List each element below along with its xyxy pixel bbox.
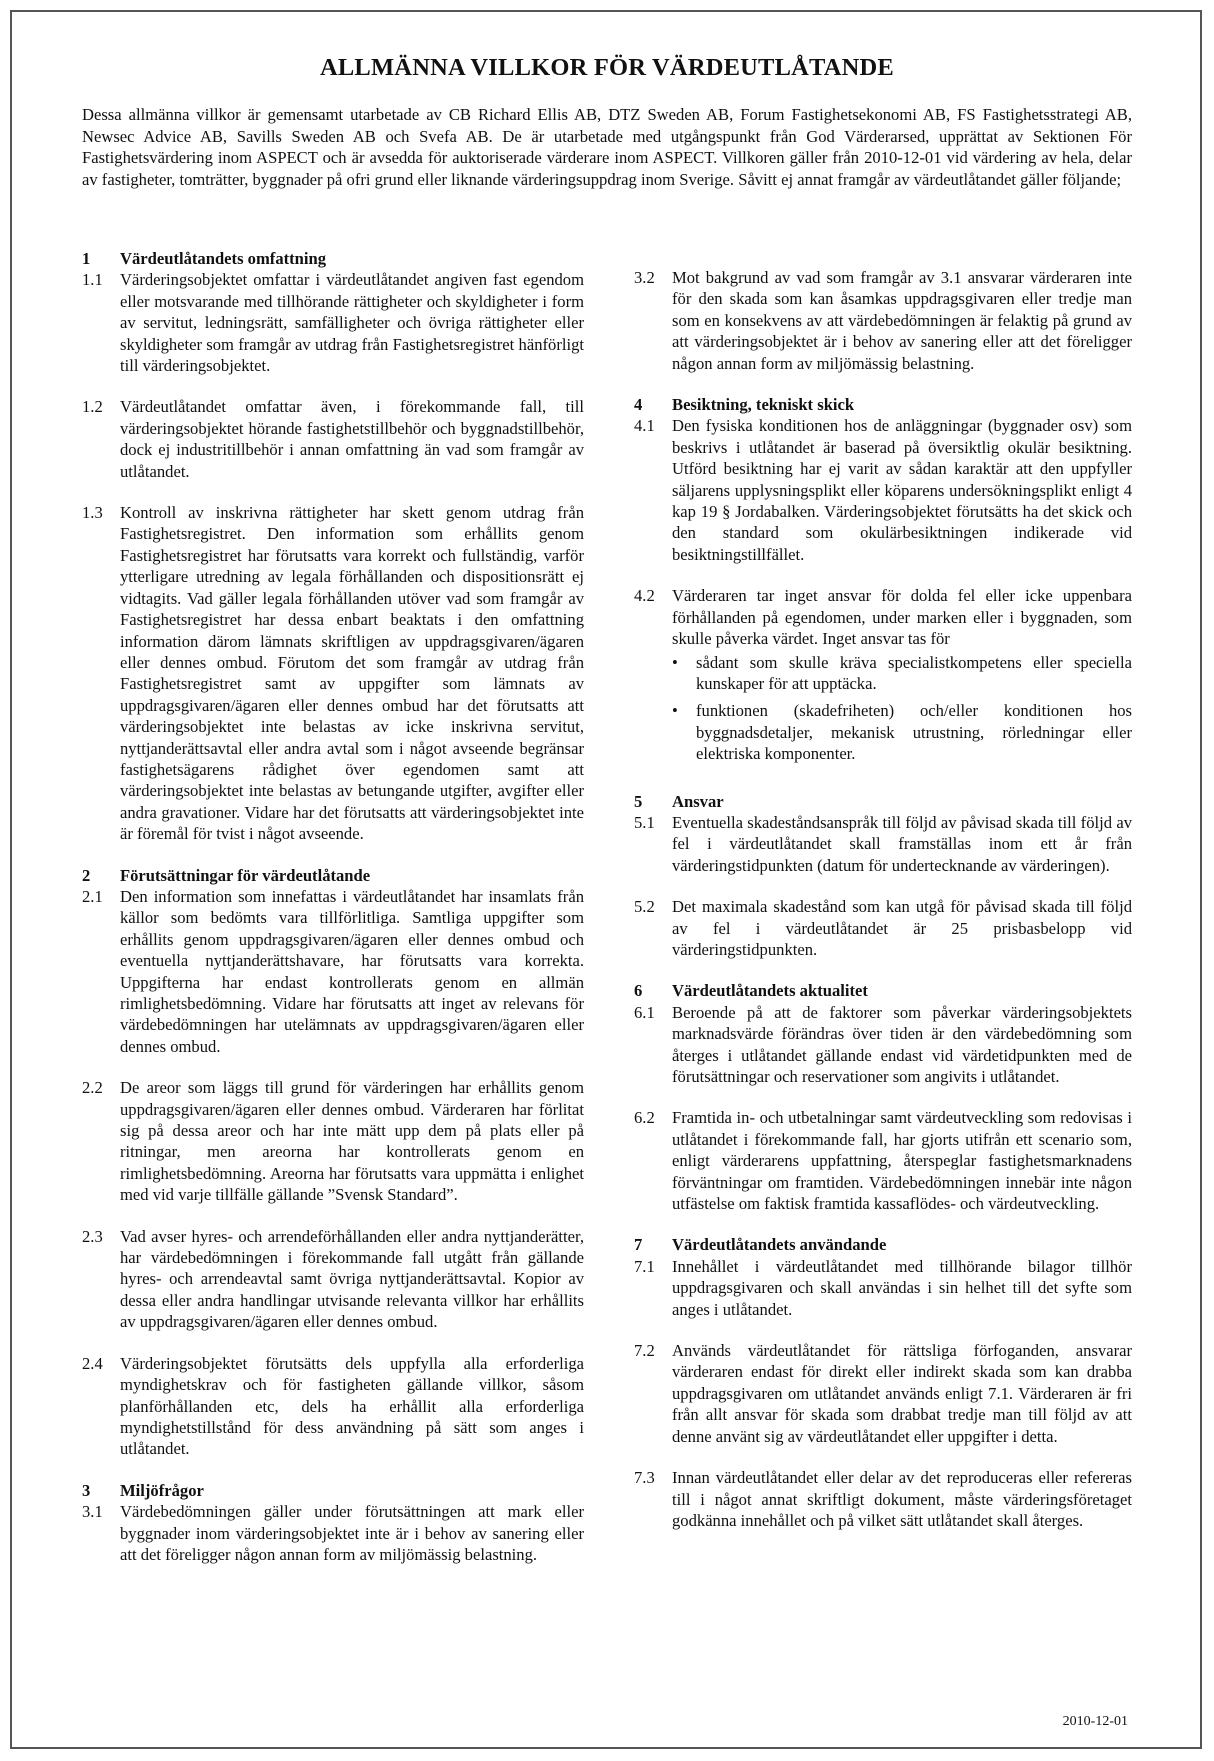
- section-heading: Ansvar: [672, 791, 724, 811]
- bullet-icon: •: [672, 701, 678, 721]
- clause-2-3: [82, 1226, 584, 1333]
- clause-7-2: [634, 1340, 1132, 1447]
- bullet-list: [672, 652, 1132, 765]
- clause-number: 5.2: [634, 897, 655, 917]
- section-heading: Värdeutlåtandets användande: [672, 1235, 887, 1255]
- clause-text: Framtida in- och utbetalningar samt värdeutveckling som redovisas i utlåtandet i förekommande fall, har gjorts utifrån ett scenario som, enligt värderarens uppfattning, återspeglar fastighetsmarknadens förväntningar om framtiden. Värdebedömningen innebär inte någon utfästelse om faktisk framtida kassaflödes- och värdeutveckling.: [672, 1108, 1132, 1214]
- bullet-item: [672, 652, 1132, 695]
- clause-7-3: [634, 1467, 1132, 1531]
- clause-3-2: [634, 267, 1132, 374]
- clause-number: 1.2: [82, 397, 103, 417]
- clause-5-1: [634, 812, 1132, 876]
- clause-2-2: [82, 1077, 584, 1205]
- clause-text: Värderingsobjektet omfattar i värdeutlåtandet angiven fast egendom eller motsvarande med tillhörande rättigheter och skyldigheter i form av servitut, ledningsrätt, samfälligheter och övriga rättigheter eller skyldigheter som framgår av utdrag från Fastighetsregistret hänförligt till värderingsobjektet.: [120, 270, 584, 376]
- clause-2-4: [82, 1353, 584, 1460]
- clause-text: Används värdeutlåtandet för rättsliga förfoganden, ansvarar värderaren endast för direkt eller indirekt skada som kan drabba uppdragsgivaren om utlåtandet används enligt 7.1. Värderaren är fri från allt ansvar för skada som drabbat tredje man till följd av att denne använt sig av värdeutlåtandet eller uppgifter i detta.: [672, 1341, 1132, 1446]
- left-column: [82, 248, 584, 1585]
- clause-text: Vad avser hyres- och arrendeförhållanden eller andra nyttjanderätter, har värdebedömningen i förekommande fall utgått från gällande hyres- och arrendeavtal samt övriga nyttjanderättsavtal. Kopior av dessa eller andra handlingar utvisande relevanta villkor har erhållits av uppdragsgivaren/ägaren eller dennes ombud.: [120, 1226, 584, 1332]
- clause-text: Värderaren tar inget ansvar för dolda fel eller icke uppenbara förhållanden på egendomen, under marken eller i byggnaden, som skulle påverka värdet. Inget ansvar tas för: [672, 586, 1132, 649]
- section-heading: Förutsättningar för värdeutlåtande: [120, 865, 371, 885]
- clause-6-2: [634, 1107, 1132, 1214]
- section-heading: Värdeutlåtandets omfattning: [120, 249, 327, 268]
- clause-text: Värdeutlåtandet omfattar även, i förekommande fall, till värderingsobjektet hörande fastighetstillbehör och byggnadstillbehör, dock ej industritillbehör i annan omfattning än vad som framgår av utlåtandet.: [120, 397, 584, 481]
- clause-number: 6.2: [634, 1108, 655, 1128]
- bullet-item: [672, 700, 1132, 764]
- section-number: 7: [634, 1235, 643, 1255]
- section-7: [634, 1234, 1132, 1531]
- clause-text: Innan värdeutlåtandet eller delar av det reproduceras eller refereras till i något annat skriftligt dokument, måste värderingsföretaget godkänna innehållet och på vilket sätt utlåtandet skall återges.: [672, 1468, 1132, 1530]
- clause-4-1: [634, 415, 1132, 565]
- section-5: [634, 791, 1132, 961]
- clause-3-1: [82, 1501, 584, 1565]
- section-number: 1: [82, 249, 91, 268]
- clause-number: 3.2: [634, 268, 655, 287]
- right-column: [634, 267, 1132, 1551]
- section-2: [82, 865, 584, 1460]
- section-1: [82, 248, 584, 845]
- section-heading: Värdeutlåtandets aktualitet: [672, 981, 868, 1001]
- section-heading: Miljöfrågor: [120, 1480, 204, 1500]
- section-6: [634, 980, 1132, 1214]
- bullet-text: funktionen (skadefriheten) och/eller konditionen hos byggnadsdetaljer, mekanisk utrustning, rörledningar eller elektriska komponenter.: [696, 701, 1132, 764]
- clause-text: Mot bakgrund av vad som framgår av 3.1 ansvarar värderaren inte för den skada som kan åsamkas uppdragsgivaren eller tredje man som en konsekvens av att värdebedömningen är felaktig på grund av att värderingsobjektet är i behov av sanering eller att det föreligger någon annan form av miljömässig belastning.: [672, 268, 1132, 373]
- clause-text: Eventuella skadeståndsanspråk till följd av påvisad skada till följd av fel i värdeutlåtandet skall framställas inom ett år från värderingstidpunkten (datum för undertecknande av värderingen).: [672, 812, 1132, 875]
- intro-paragraph: Dessa allmänna villkor är gemensamt utarbetade av CB Richard Ellis AB, DTZ Sweden AB, Forum Fastighetsekonomi AB, FS Fastighetsstrategi AB, Newsec Advice AB, Savills Sweden AB och Svefa AB. De är utarbetade med utgångspunkt från God Värderarsed, upprättat av Sektionen För Fastighetsvärdering inom ASPECT och är avsedda för auktoriserade värderare inom ASPECT. Villkoren gäller från 2010-12-01 vid värdering av hela, delar av fastigheter, tomträtter, byggnader på ofri grund eller liknande värderingsuppdrag inom Sverige. Såvitt ej annat framgår av värdeutlåtandet gäller följande;: [82, 105, 1132, 189]
- section-number: 5: [634, 791, 643, 811]
- section-number: 4: [634, 395, 643, 415]
- clause-number: 2.4: [82, 1353, 103, 1373]
- clause-number: 4.2: [634, 586, 655, 606]
- clause-4-2: [634, 585, 1132, 770]
- clause-text: Det maximala skadestånd som kan utgå för påvisad skada till följd av fel i värdeutlåtandet är 25 prisbasbelopp vid värderingstidpunkten.: [672, 897, 1132, 959]
- clause-number: 7.1: [634, 1256, 655, 1276]
- clause-1-1: [82, 269, 584, 376]
- footer-date: 2010-12-01: [1062, 1714, 1128, 1729]
- clause-number: 5.1: [634, 812, 655, 832]
- section-4: [634, 394, 1132, 771]
- section-number: 3: [82, 1480, 91, 1500]
- clause-number: 7.3: [634, 1468, 655, 1488]
- clause-2-1: [82, 886, 584, 1057]
- clause-1-2: [82, 396, 584, 482]
- section-3: [82, 1480, 584, 1566]
- clause-5-2: [634, 896, 1132, 960]
- bullet-icon: •: [672, 652, 678, 672]
- bullet-text: sådant som skulle kräva specialistkompetens eller speciella kunskaper för att upptäcka.: [696, 652, 1132, 693]
- clause-text: Värderingsobjektet förutsätts dels uppfylla alla erforderliga myndighetskrav och för fastigheten gällande villkor, såsom planförhållanden etc, dels ha erhållit alla erforderliga myndighetstillstånd för dess användning på sätt som anges i utlåtandet.: [120, 1353, 584, 1459]
- clause-number: 3.1: [82, 1502, 103, 1522]
- clause-7-1: [634, 1256, 1132, 1320]
- clause-number: 1.1: [82, 270, 103, 290]
- clause-text: Den information som innefattas i värdeutlåtandet har insamlats från källor som bedömts vara tillförlitliga. Samtliga uppgifter som erhållits genom uppdragsgivaren/ägaren eller dennes ombud och eventuella nyttjanderättshavare, har förutsatts vara korrekta. Uppgifterna har endast kontrollerats genom en allmän rimlighetsbedömning. Vidare har förutsatts att inget av relevans för värdebedömningen har utelämnats av uppdragsgivaren/ägaren eller dennes ombud.: [120, 886, 584, 1056]
- clause-text: De areor som läggs till grund för värderingen har erhållits genom uppdragsgivaren/ägaren eller dennes ombud. Värderaren har förlitat sig på dessa areor och har inte mätt upp dem på plats eller på ritningar, men areorna har kontrollerats genom en rimlighetsbedömning. Areorna har förutsatts vara uppmätta i enlighet med vid varje tillfälle gällande ”Svensk Standard”.: [120, 1078, 584, 1205]
- clause-text: Värdebedömningen gäller under förutsättningen att mark eller byggnader inom värderingsobjektet inte är i behov av sanering eller att det föreligger någon annan form av miljömässig belastning.: [120, 1502, 584, 1564]
- clause-number: 1.3: [82, 503, 103, 523]
- clause-text: Beroende på att de faktorer som påverkar värderingsobjektets marknadsvärde förändras över tiden är den värdebedömning som återges i utlåtandet gällande endast vid värdetidpunkten med de förutsättningar och reservationer som angivits i utlåtandet.: [672, 1002, 1132, 1086]
- clause-1-3: [82, 502, 584, 845]
- clause-text: Innehållet i värdeutlåtandet med tillhörande bilagor tillhör uppdragsgivaren och skall användas i sin helhet till det syfte som anges i utlåtandet.: [672, 1256, 1132, 1319]
- section-number: 6: [634, 981, 643, 1001]
- clause-number: 2.2: [82, 1078, 103, 1098]
- clause-number: 7.2: [634, 1341, 655, 1361]
- clause-text: Den fysiska konditionen hos de anläggningar (byggnader osv) som beskrivs i utlåtandet är baserad på översiktlig okulär besiktning. Utförd besiktning har ej varit av sådan karaktär att den uppfyller säljarens upplysningsplikt eller köparens undersökningsplikt enligt 4 kap 19 § Jordabalken. Värderingsobjektet förutsätts ha det skick och den standard som okulärbesiktningen indikerade vid besiktningstillfället.: [672, 416, 1132, 564]
- clause-number: 2.3: [82, 1226, 103, 1246]
- section-number: 2: [82, 865, 91, 885]
- clause-text: Kontroll av inskrivna rättigheter har skett genom utdrag från Fastighetsregistret. Den information som erhållits genom Fastighetsregistret har förutsatts vara korrekt och fullständig, varför ytterligare utredning av legala förhållanden och dispositionsrätt ej vidtagits. Vad gäller legala förhållanden utöver vad som framgår av Fastighetsregistret har dessa enbart beaktats i den omfattning information därom lämnats skriftligen av uppdragsgivaren/ägaren eller dennes ombud. Förutom det som framgår av utdrag från Fastighetsregistret samt av uppgifter som lämnats av uppdragsgivaren/ägaren eller dennes ombud har det förutsatts att värderingsobjektet inte belastas av icke inskrivna servitut, nyttjanderättsavtal eller andra avtal som i något avseende begränsar fastighetsägarens rådighet över egendomen samt att värderingsobjektet inte belastas av betungande utgifter, avgifter eller andra gravationer. Vidare har det förutsatts att värderingsobjektet inte är föremål för tvist i något avseende.: [120, 503, 584, 844]
- clause-number: 4.1: [634, 416, 655, 436]
- clause-6-1: [634, 1002, 1132, 1088]
- clause-number: 6.1: [634, 1002, 655, 1022]
- document-title: ALLMÄNNA VILLKOR FÖR VÄRDEUTLÅTANDE: [320, 54, 894, 81]
- clause-number: 2.1: [82, 886, 103, 906]
- section-heading: Besiktning, tekniskt skick: [672, 395, 855, 415]
